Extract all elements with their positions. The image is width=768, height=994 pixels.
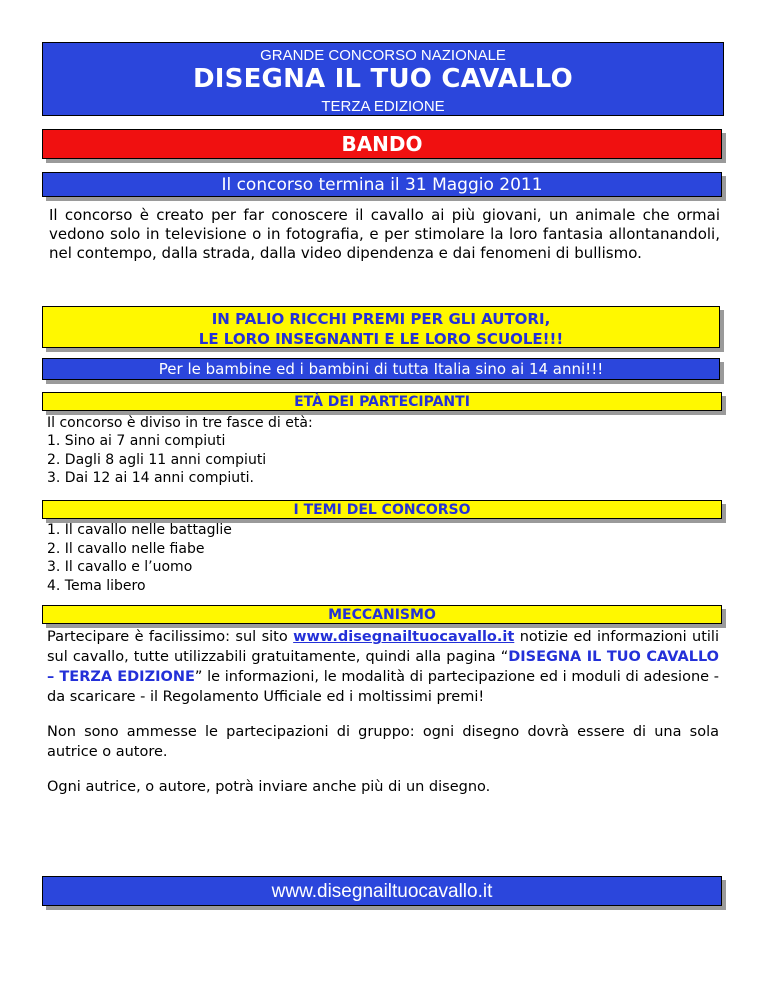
header-banner	[42, 42, 724, 116]
target-audience-banner: Per le bambine ed i bambini di tutta Italia sino ai 14 anni!!!	[42, 358, 720, 380]
list-item: 1. Il cavallo nelle battaglie	[47, 522, 232, 538]
intro-paragraph: Il concorso è creato per far conoscere il cavallo ai più giovani, un animale che ormai vedono solo in televisione o in fotografia, e per stimolare la loro fantasia allontanandoli, nel contempo, dalla strada, dalla video dipendenza e dai fenomeni di bullismo.	[49, 206, 720, 262]
list-item: 1. Sino ai 7 anni compiuti	[47, 433, 226, 449]
prizes-line-2: LE LORO INSEGNANTI E LE LORO SCUOLE!!!	[198, 330, 564, 348]
ages-heading: ETÀ DEI PARTECIPANTI	[42, 392, 722, 411]
ages-intro: Il concorso è diviso in tre fasce di età:	[47, 415, 313, 431]
multi-drawing-note: Ogni autrice, o autore, potrà inviare anche più di un disegno.	[47, 779, 491, 795]
footer-url-banner[interactable]: www.disegnailtuocavallo.it	[42, 876, 722, 906]
mechanism-paragraph	[47, 627, 719, 707]
mechanism-heading: MECCANISMO	[42, 605, 722, 624]
mechanism-text-a: Partecipare è facilissimo: sul sito	[47, 629, 294, 645]
contest-title: DISEGNA IL TUO CAVALLO	[193, 64, 573, 94]
mechanism-text-c: ” le informazioni, le modalità di partecipazione ed i moduli di adesione - da scaricare - il Regolamento Ufficiale ed i moltissimi premi!	[47, 669, 719, 705]
list-item: 4. Tema libero	[47, 577, 146, 594]
contest-edition: TERZA EDIZIONE	[321, 98, 445, 115]
deadline-banner: Il concorso termina il 31 Maggio 2011	[42, 172, 722, 197]
mechanism-text-b: notizie ed informazioni utili sul cavallo, tutte utilizzabili gratuitamente, quindi alla pagina “	[47, 629, 719, 665]
prizes-line-1: IN PALIO RICCHI PREMI PER GLI AUTORI,	[211, 310, 551, 328]
website-link[interactable]: www.disegnailtuocavallo.it	[293, 629, 515, 645]
contest-kicker: GRANDE CONCORSO NAZIONALE	[260, 47, 506, 64]
prizes-banner	[42, 306, 720, 348]
themes-heading: I TEMI DEL CONCORSO	[42, 500, 722, 519]
group-note: Non sono ammesse le partecipazioni di gruppo: ogni disegno dovrà essere di una sola autrice o autore.	[47, 724, 719, 760]
edition-highlight: DISEGNA IL TUO CAVALLO – TERZA EDIZIONE	[47, 649, 720, 685]
list-item: 2. Dagli 8 agli 11 anni compiuti	[47, 451, 267, 468]
list-item: 3. Il cavallo e l’uomo	[47, 559, 193, 575]
list-item: 3. Dai 12 ai 14 anni compiuti.	[47, 470, 254, 486]
list-item: 2. Il cavallo nelle fiabe	[47, 540, 205, 557]
themes-list	[47, 521, 232, 595]
bando-banner: BANDO	[42, 129, 722, 159]
ages-list	[47, 432, 266, 488]
